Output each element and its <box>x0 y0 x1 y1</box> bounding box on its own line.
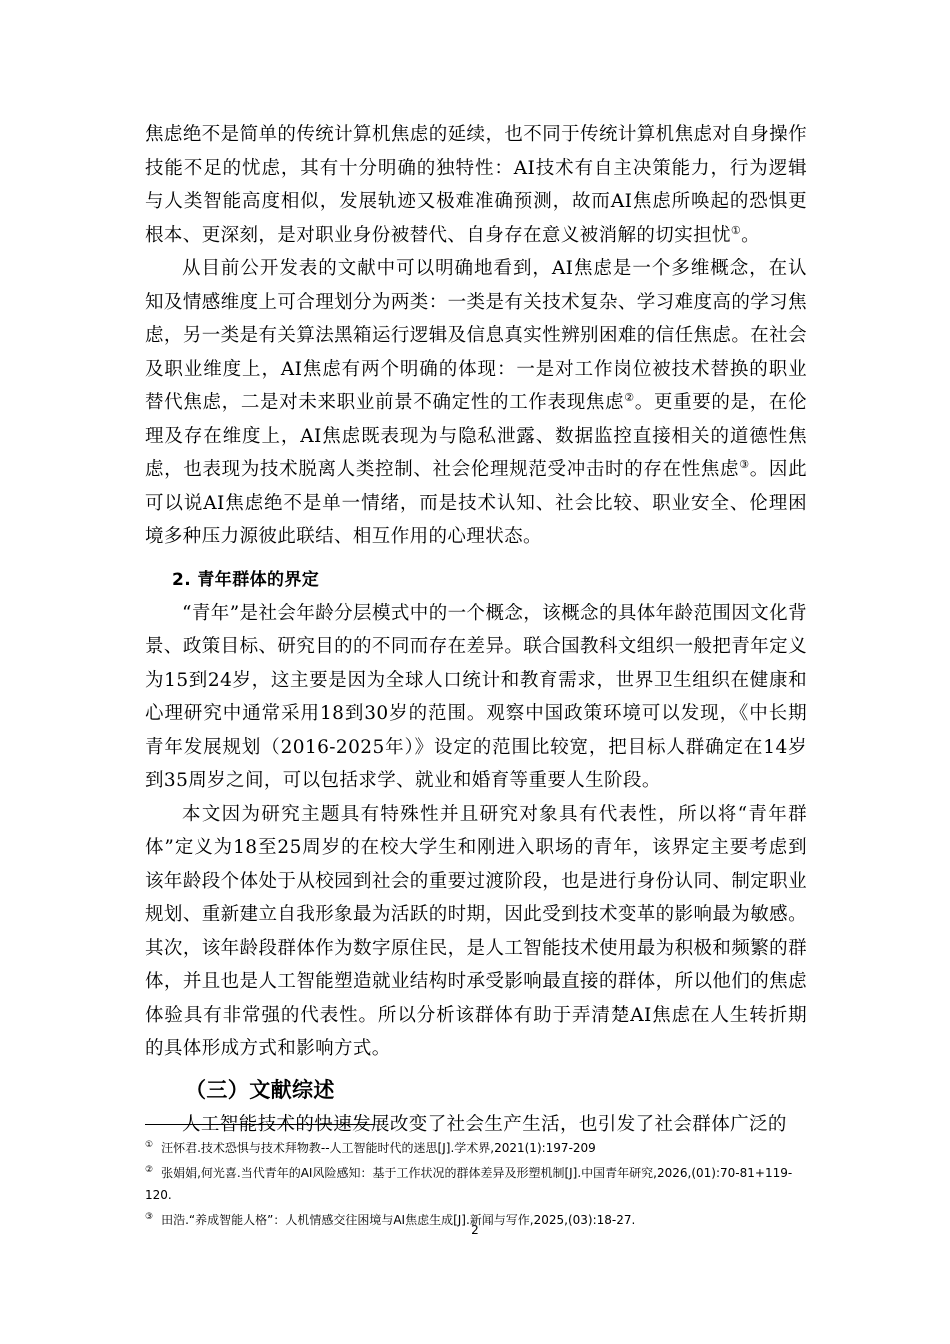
paragraph-ai-anxiety-uniqueness <box>145 118 807 252</box>
footnote-text: 田浩.“养成智能人格”：人机情感交往困境与AI焦虑生成[J].新闻与写作,2025,(03):18-27. <box>161 1213 636 1227</box>
footnote-1 <box>145 1134 807 1159</box>
subsection-heading-youth-definition: 2. 青年群体的界定 <box>172 569 320 590</box>
paragraph-youth-group-scope: 本文因为研究主题具有特殊性并且研究对象具有代表性，所以将“青年群体”定义为18至25周岁的在校大学生和刚进入职场的青年，该界定主要考虑到该年龄段个体处于从校园到社会的重要过渡阶段，也是进行身份认同、制定职业规划、重新建立自我形象最为活跃的时期，因此受到技术变革的影响最为敏感。其次，该年龄段群体作为数字原住民，是人工智能技术使用最为积极和频繁的群体，并且也是人工智能塑造就业结构时承受影响最直接的群体，所以他们的焦虑体验具有非常强的代表性。所以分析该群体有助于弄清楚AI焦虑在人生转折期的具体形成方式和影响方式。 <box>145 803 807 1059</box>
footnote-ref-1[interactable]: ① <box>730 223 742 237</box>
footnote-mark: ③ <box>145 1212 154 1222</box>
paragraph-ai-anxiety-dimensions <box>145 252 807 554</box>
body-text <box>145 118 807 1141</box>
paragraph-text-a: 从目前公开发表的文献中可以明确地看到，AI焦虑是一个多维概念，在认知及情感维度上可合理划分为两类：一类是有关技术复杂、学习难度高的学习焦虑，另一类是有关算法黑箱运行逻辑及信息真实性辨别困难的信任焦虑。在社会及职业维度上，AI焦虑有两个明确的体现：一是对工作岗位被技术替换的职业替代焦虑，二是对未来职业前景不确定性的工作表现焦虑 <box>145 258 807 413</box>
paragraph-text: 焦虑绝不是简单的传统计算机焦虑的延续，也不同于传统计算机焦虑对自身操作技能不足的忧虑，其有十分明确的独特性：AI技术有自主决策能力，行为逻辑与人类智能高度相似，发展轨迹又极难准确预测，故而AI焦虑所唤起的恐惧更根本、更深刻，是对职业身份被替代、自身存在意义被消解的切实担忧 <box>145 124 807 246</box>
paragraph-literature-intro: 人工智能技术的快速发展改变了社会生产生活，也引发了社会群体广泛的 <box>182 1113 787 1135</box>
footnote-mark: ① <box>145 1140 154 1150</box>
paragraph-youth-age-range: “青年”是社会年龄分层模式中的一个概念，该概念的具体年龄范围因文化背景、政策目标、研究目的的不同而存在差异。联合国教科文组织一般把青年定义为15到24岁，这主要是因为全球人口统计和教育需求，世界卫生组织在健康和心理研究中通常采用18到30岁的范围。观察中国政策环境可以发现，《中长期青年发展规划（2016-2025年）》设定的范围比较宽，把目标人群确定在14岁到35周岁之间，可以包括求学、就业和婚育等重要人生阶段。 <box>145 602 807 791</box>
footnote-separator <box>145 1124 375 1125</box>
section-heading-literature-review: （三）文献综述 <box>185 1077 335 1102</box>
footnotes <box>145 1134 807 1231</box>
paragraph-end: 。 <box>741 224 761 246</box>
paragraph-text-c: 。因此可以说AI焦虑绝不是单一情绪，而是技术认知、社会比较、职业安全、伦理困境多种压力源彼此联结、相互作用的心理状态。 <box>145 459 808 547</box>
footnote-text: 汪怀君.技术恐惧与技术拜物教--人工智能时代的迷思[J].学术界,2021(1):197-209 <box>161 1141 596 1155</box>
footnote-mark: ② <box>145 1165 154 1175</box>
footnote-ref-3[interactable]: ③ <box>739 457 750 471</box>
footnote-2 <box>145 1159 807 1206</box>
page-number: 2 <box>471 1223 479 1237</box>
footnote-text: 张娟娟,何光喜.当代青年的AI风险感知：基于工作状况的群体差异及形塑机制[J].中国青年研究,2026,(01):70-81+119-120. <box>145 1166 793 1202</box>
footnote-ref-2[interactable]: ② <box>624 390 635 404</box>
paragraph-text-b: 。更重要的是，在伦理及存在维度上，AI焦虑既表现为与隐私泄露、数据监控直接相关的道德性焦虑，也表现为技术脱离人类控制、社会伦理规范受冲击时的存在性焦虑 <box>145 392 807 480</box>
